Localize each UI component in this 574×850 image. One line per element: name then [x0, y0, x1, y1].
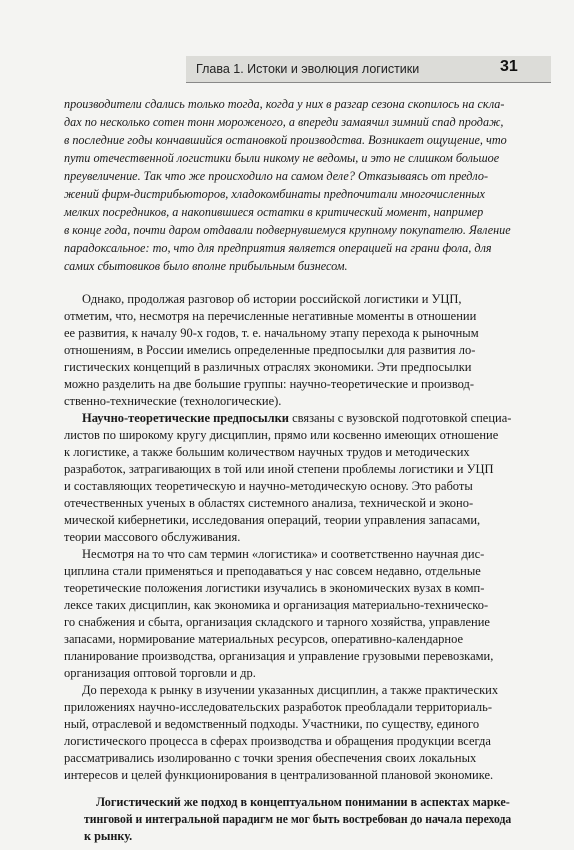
text-line: гистических концепций в различных отраслях экономики. Эти предпосылки [64, 360, 472, 374]
text-line: мической кибернетики, исследования операций, теории управления запасами, [64, 513, 481, 527]
bold-line: к рынку. [84, 829, 133, 843]
text-line: организация оптовой торговли и др. [64, 666, 256, 680]
text-line: теории массового обслуживания. [64, 530, 241, 544]
text-line: приложениях научно-исследовательских разработок преобладали территориаль- [64, 700, 492, 714]
quote-line: в последние годы кончавшийся остановкой производства. Возникает ощущение, что [64, 133, 507, 147]
bold-line: тинговой и интегральной парадигм не мог быть востребован до начала перехода [84, 812, 512, 826]
text-line: к логистике, а также большим количеством научных трудов и методических [64, 445, 470, 459]
text-line: отметим, что, несмотря на перечисленные негативные моменты в отношении [64, 309, 477, 323]
page-number: 31 [500, 58, 518, 75]
text-line: разработок, затрагивающих в той или иной степени проблемы логистики и УЦП [64, 462, 494, 476]
bold-lead-term: Научно-теоретические предпосылки [82, 411, 289, 425]
text-line: листов по широкому кругу дисциплин, прямо или косвенно имеющих отношение [64, 428, 499, 442]
text-line: ее развития, к началу 90-х годов, т. е. начальному этапу перехода к рыночным [64, 326, 479, 340]
text-line: ный, отраслевой и ведомственный подходы. Участники, по существу, единого [64, 717, 480, 731]
text-line: теоретические положения логистики изучались в экономических вузах в комп- [64, 581, 485, 595]
text-line: и составляющих теоретическую и научно-методическую основу. Это работы [64, 479, 473, 493]
quote-line: самих сбытовиков было вполне прибыльным бизнесом. [64, 259, 348, 273]
text-line: ственно-технические (технологические). [64, 394, 282, 408]
text-line: До перехода к рынку в изучении указанных дисциплин, а также практических [82, 683, 499, 697]
text-line-rest: связаны с вузовской подготовкой специа- [288, 411, 512, 425]
text-line: планирование производства, организация и управление грузовыми перевозками, [64, 649, 494, 663]
quote-line: парадоксальное: то, что для предприятия является операцией на грани фола, для [64, 241, 492, 255]
quote-line: дах по несколько сотен тонн мороженого, а впереди замаячил зимний спад продаж, [64, 115, 504, 129]
chapter-running-title: Глава 1. Истоки и эволюция логистики [196, 62, 420, 76]
quote-line: в конце года, почти даром отдавали подвернувшемуся крупному покупателю. Явление [64, 223, 511, 237]
quote-line: преувеличение. Так что же происходило на самом деле? Отказываясь от предло- [64, 169, 489, 183]
text-line: отечественных ученых в областях системного анализа, технической и эконо- [64, 496, 474, 510]
text-line: рассматривались изолированно с точки зрения обеспечения своих локальных [64, 751, 477, 765]
text-line: запасами, нормирование материальных ресурсов, оперативно-календарное [64, 632, 464, 646]
text-line: отношениям, в России имелись определенные предпосылки для развития ло- [64, 343, 476, 357]
text-line: Однако, продолжая разговор об истории российской логистики и УЦП, [82, 292, 462, 306]
text-line: интересов и целей функционирования в централизованной плановой экономике. [64, 768, 494, 782]
quote-line: мелких посредников, а накопившиеся остатки в критический момент, например [64, 205, 484, 219]
quote-line: жений фирм-дистрибьюторов, хладокомбинаты предпочитали многочисленных [64, 187, 485, 201]
text-line: логистического процесса в сферах производства и обращения продукции всегда [64, 734, 491, 748]
bold-line: Логистический же подход в концептуальном понимании в аспектах марке- [96, 795, 510, 809]
text-line: циплина стали применяться и преподаваться у нас совсем недавно, отдельные [64, 564, 481, 578]
quote-line: пути отечественной логистики были никому не ведомы, и это не слишком большое [64, 151, 500, 165]
quote-line: производители сдались только тогда, когда у них в разгар сезона скопилось на скла- [64, 97, 505, 111]
header-rule [186, 82, 551, 83]
text-line: Несмотря на то что сам термин «логистика» и соответственно научная дис- [82, 547, 485, 561]
text-line: го снабжения и сбыта, организация складского и тарного хозяйства, управление [64, 615, 490, 629]
text-line [82, 410, 511, 426]
text-line: можно разделить на две большие группы: научно-теоретические и производ- [64, 377, 475, 391]
text-line: лексе таких дисциплин, как экономика и организация материально-техническо- [64, 598, 489, 612]
